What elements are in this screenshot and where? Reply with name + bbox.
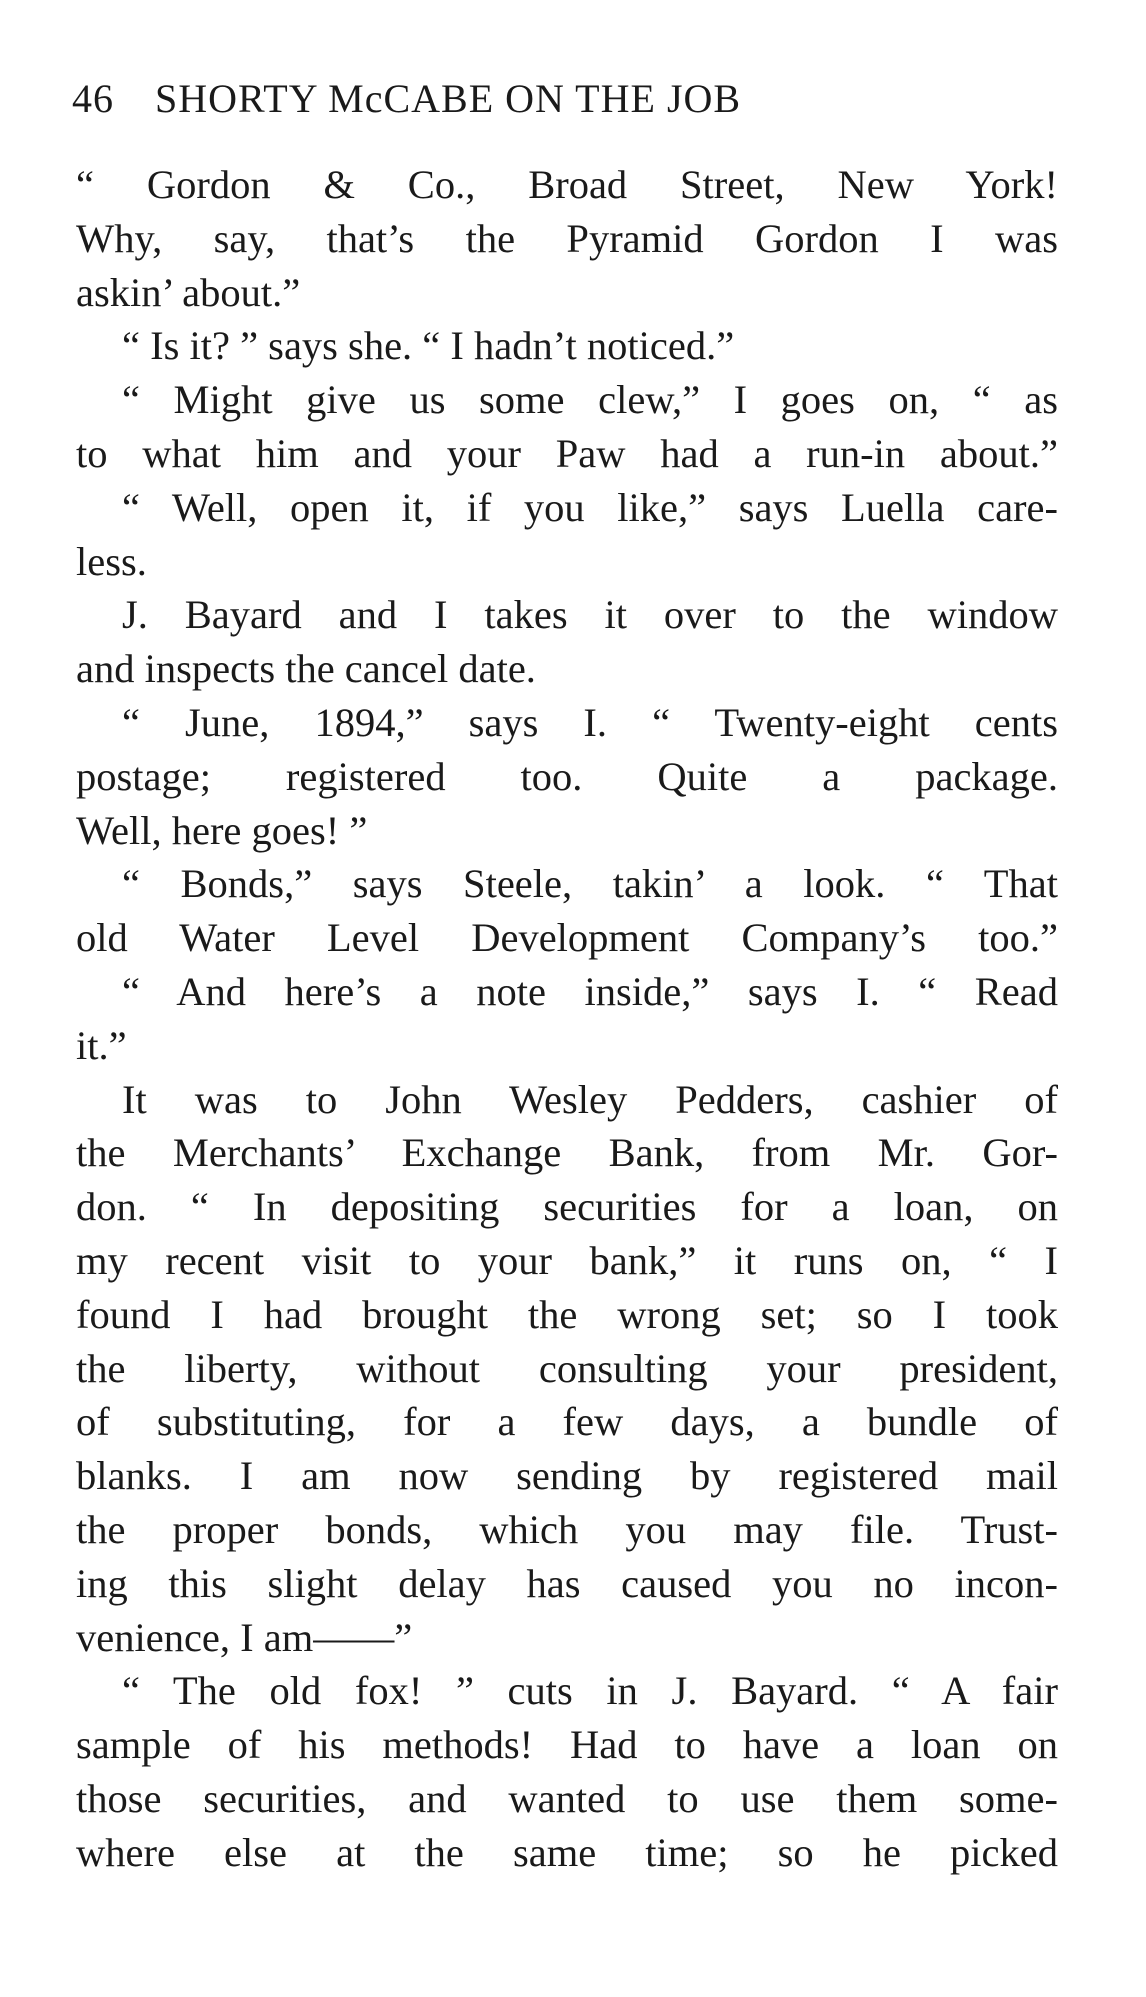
text-line: ing this slight delay has caused you no incon-	[76, 1560, 1058, 1606]
text-line: it.”	[76, 1022, 127, 1068]
text-line: the Merchants’ Exchange Bank, from Mr. Gor-	[76, 1130, 1058, 1176]
text-line: J. Bayard and I takes it over to the window	[122, 592, 1058, 638]
text-line: to what him and your Paw had a run-in about.”	[76, 430, 1058, 476]
text-line: the proper bonds, which you may file. Trust-	[76, 1506, 1058, 1552]
text-line: “ Well, open it, if you like,” says Luella care-	[122, 484, 1058, 530]
text-line: the liberty, without consulting your president,	[76, 1345, 1058, 1391]
text-line: “ The old fox! ” cuts in J. Bayard. “ A fair	[122, 1668, 1058, 1714]
running-title: SHORTY McCABE ON THE JOB	[155, 76, 742, 121]
text-line: don. “ In depositing securities for a loan, on	[76, 1184, 1058, 1230]
text-line: “ Is it? ” says she. “ I hadn’t noticed.”	[122, 323, 735, 369]
text-line: “ Might give us some clew,” I goes on, “ as	[122, 377, 1058, 423]
page-header	[72, 72, 1062, 126]
text-line: those securities, and wanted to use them some-	[76, 1775, 1058, 1821]
text-line: of substituting, for a few days, a bundle of	[76, 1399, 1058, 1445]
text-line: my recent visit to your bank,” it runs on, “ I	[76, 1237, 1058, 1283]
text-line: It was to John Wesley Pedders, cashier of	[122, 1076, 1058, 1122]
page-number: 46	[72, 76, 114, 121]
text-line: and inspects the cancel date.	[76, 646, 536, 692]
text-line: blanks. I am now sending by registered mail	[76, 1453, 1058, 1499]
text-line: “ And here’s a note inside,” says I. “ Read	[122, 968, 1058, 1014]
text-line: Why, say, that’s the Pyramid Gordon I was	[76, 215, 1058, 261]
text-line: Well, here goes! ”	[76, 807, 368, 853]
text-line: found I had brought the wrong set; so I took	[76, 1291, 1058, 1337]
text-line: venience, I am——”	[76, 1614, 413, 1660]
text-line: less.	[76, 538, 147, 584]
text-line: “ Gordon & Co., Broad Street, New York!	[76, 162, 1058, 207]
text-line: where else at the same time; so he picked	[76, 1829, 1058, 1875]
body-text	[76, 158, 1058, 1880]
text-line: “ June, 1894,” says I. “ Twenty-eight cents	[122, 699, 1058, 745]
text-line: old Water Level Development Company’s too.”	[76, 915, 1058, 961]
text-line: postage; registered too. Quite a package.	[76, 753, 1058, 799]
text-line: sample of his methods! Had to have a loan on	[76, 1722, 1058, 1768]
text-line: askin’ about.”	[76, 269, 301, 315]
text-line: “ Bonds,” says Steele, takin’ a look. “ That	[122, 861, 1058, 907]
